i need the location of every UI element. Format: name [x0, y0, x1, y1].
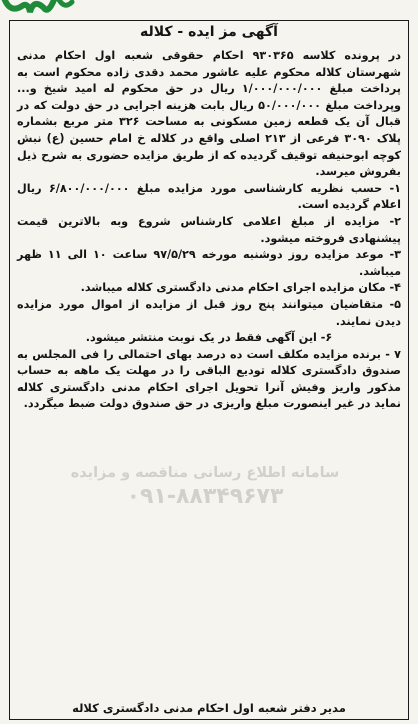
notice-item-7: ۷ - برنده مزایده مکلف است ده درصد بهای احتمالی را فی المجلس به صندوق دادگستری کلاله تودیع الباقی را در مهلت یک ماهه به حساب مذکور واریز وفیش آنرا تحویل اجرای احکام مدنی دادگستری کلاله نماید در غیر اینصورت مبلغ واریزی در حق صندوق دولت ضبط میگردد. [17, 347, 401, 411]
notice-intro: در پرونده کلاسه ۹۳۰۳۶۵ احکام حقوقی شعبه اول احکام مدنی شهرستان کلاله محکوم علیه عاشور محمد دقدی زاده محکوم است به پرداخت مبلغ ۱/۰۰۰/۰۰۰/۰۰۰ ریال در حق محکوم له امید شیخ و... وپرداخت مبلغ ۵۰/۰۰۰/۰۰۰ ریال بابت هزینه اجرایی در حق دولت که در قبال آن یک قطعه زمین مسکونی به مساحت ۳۲۶ متر مربع بشماره پلاک ۳۰۹۰ فرعی از ۲۱۳ اصلی واقع در کلاله خ امام حسین (ع) نبش کوچه ابوحنیفه توقیف گردیده که از طریق مزایده حضوری به شرح ذیل بفروش میرسد. [17, 49, 401, 179]
notice-frame [9, 20, 409, 720]
notice-body [17, 48, 401, 413]
watermark-phone: ۰۹۱-۸۸۳۴۹۶۷۳ [126, 484, 284, 509]
notice-title: آگهی مز ایده - کلاله [140, 24, 278, 40]
notice-item-3: ۳- موعد مزایده روز دوشنبه مورخه ۹۷/۵/۲۹ ساعت ۱۰ الی ۱۱ ظهر میباشد. [17, 248, 401, 278]
newspaper-logo-fragment [0, 0, 80, 20]
notice-item-5: ۵- متقاضیان میتوانند پنج روز قبل از مزایده از اموال مورد مزایده دیدن نمایند. [17, 297, 401, 328]
notice-item-2: ۲- مزایده از مبلغ اعلامی کارشناس شروع وبه بالاترین قیمت پیشنهادی فروخته میشود. [17, 214, 401, 245]
notice-item-6: ۶- این آگهی فقط در یک نوبت منتشر میشود. [85, 331, 333, 345]
notice-item-4: ۴- مکان مزایده اجرای احکام مدنی دادگستری کلاله میباشد. [80, 281, 401, 295]
notice-item-1: ۱- حسب نظریه کارشناسی مورد مزایده مبلغ ۶/۸۰۰/۰۰۰/۰۰۰ ریال اعلام گردیده است. [17, 181, 401, 212]
watermark-site-name: سامانه اطلاع رسانی مناقصه و مزایده [70, 465, 340, 481]
notice-signature: مدیر دفتر شعبه اول احکام مدنی دادگستری کلاله [72, 701, 346, 715]
